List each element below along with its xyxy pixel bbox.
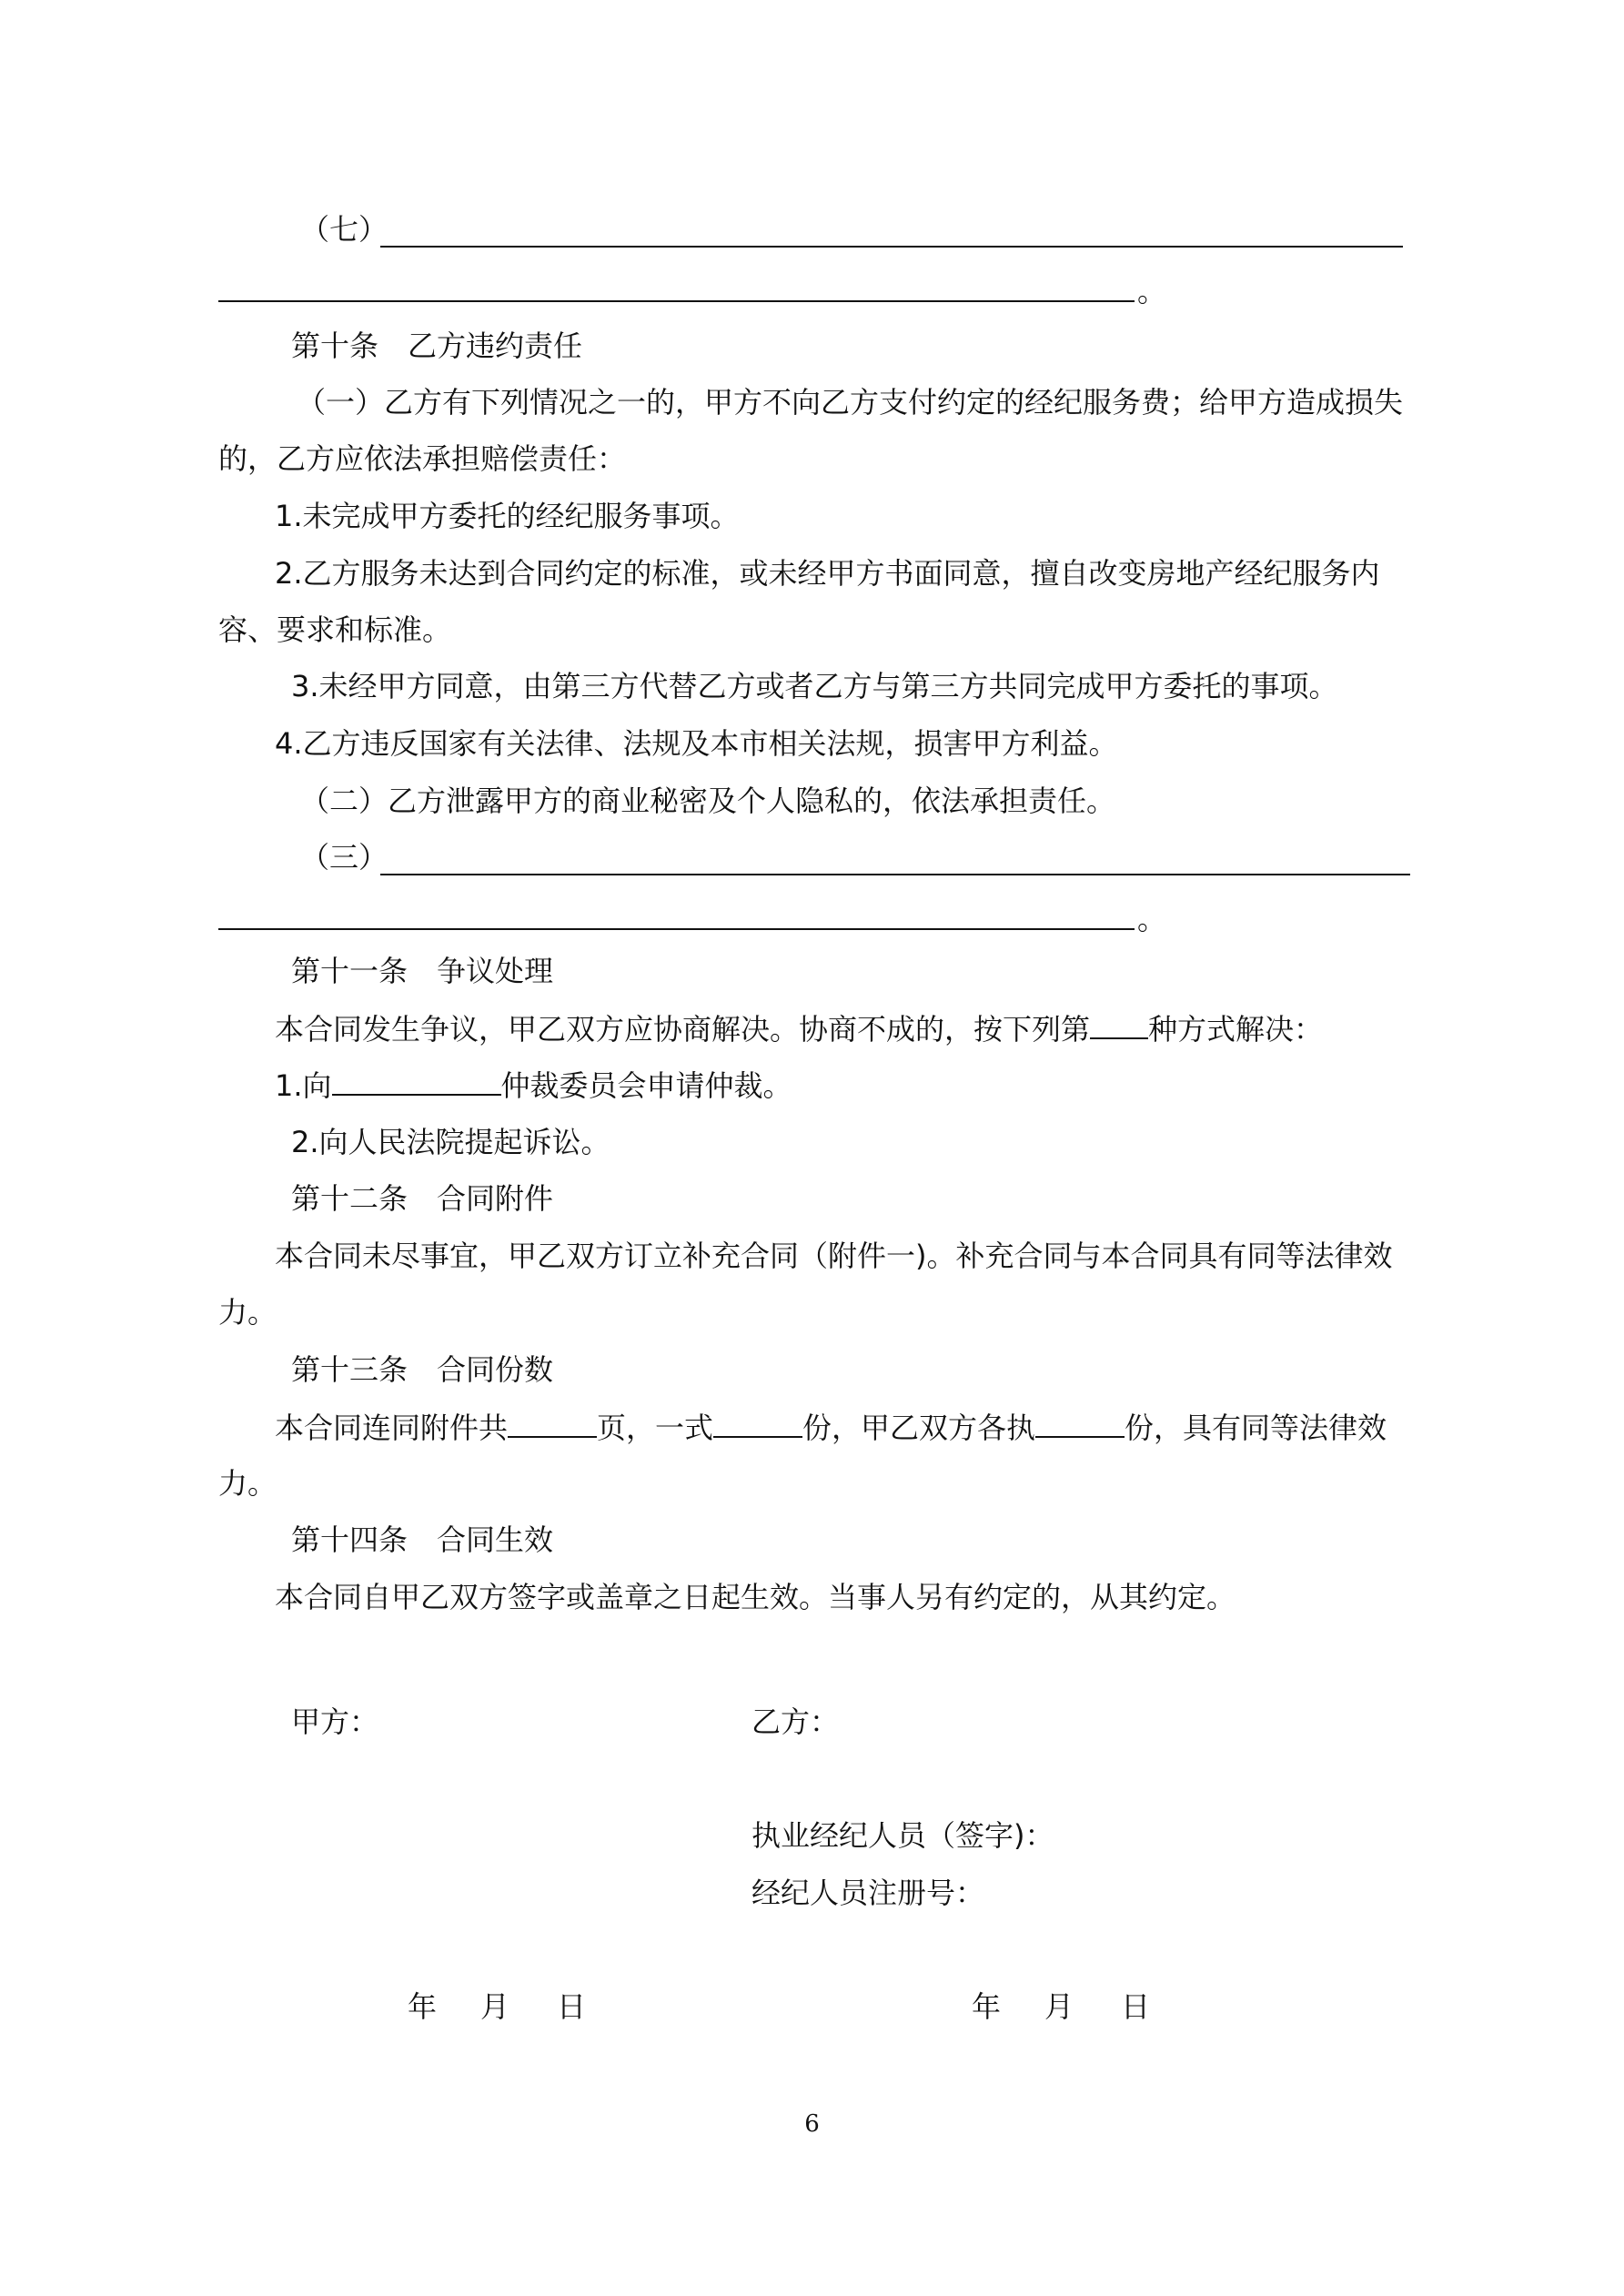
article-10-p3-end: 。: [1137, 902, 1167, 936]
agent-signature-label: 执业经纪人员（签字)：: [751, 1818, 1054, 1853]
page-number: 6: [804, 2110, 820, 2138]
article-13-t2: 页，一式: [597, 1411, 714, 1445]
article-13-heading: 第十三条 合同份数: [291, 1352, 554, 1387]
each-party-copies-blank: [1035, 1409, 1125, 1438]
party-b-day: 日: [1121, 1989, 1151, 2024]
article-10-p1-line2: 的，乙方应依法承担赔偿责任：: [218, 441, 627, 476]
pages-blank: [508, 1409, 597, 1438]
article-14-heading: 第十四条 合同生效: [291, 1522, 554, 1557]
party-b-label: 乙方：: [751, 1704, 840, 1739]
item-7-label: （七）: [300, 212, 388, 247]
article-11-option-1: [275, 1067, 792, 1104]
article-11-option-2: 2.向人民法院提起诉讼。: [291, 1125, 610, 1159]
article-10-item-2-line1: 2.乙方服务未达到合同约定的标准，或未经甲方书面同意，擅自改变房地产经纪服务内: [275, 556, 1380, 591]
party-a-label: 甲方：: [291, 1704, 379, 1739]
article-12-line2: 力。: [218, 1295, 277, 1330]
article-10-item-3: 3.未经甲方同意，由第三方代替乙方或者乙方与第三方共同完成甲方委托的事项。: [291, 669, 1338, 703]
article-11-text-a: 本合同发生争议，甲乙双方应协商解决。协商不成的，按下列第: [275, 1012, 1091, 1047]
article-11-text: [275, 1010, 1323, 1047]
item-7-blank-line: [380, 246, 1403, 248]
article-10-p3-label: （三）: [300, 840, 388, 875]
article-11-option-1-a: 1.向: [275, 1068, 332, 1103]
article-13-t3: 份，甲乙双方各执: [802, 1411, 1036, 1445]
article-10-p3-blank-line: [380, 874, 1410, 875]
article-12-line1: 本合同未尽事宜，甲乙双方订立补充合同（附件一)。补充合同与本合同具有同等法律效: [275, 1239, 1393, 1273]
agent-registration-label: 经纪人员注册号：: [751, 1876, 985, 1910]
article-13-t4: 份，具有同等法律效: [1125, 1411, 1387, 1445]
article-10-p2: （二）乙方泄露甲方的商业秘密及个人隐私的，依法承担责任。: [300, 784, 1116, 818]
copies-blank: [713, 1409, 802, 1438]
article-10-heading: 第十条 乙方违约责任: [291, 329, 583, 363]
item-7-blank-line-2: [218, 300, 1135, 302]
article-14-text: 本合同自甲乙双方签字或盖章之日起生效。当事人另有约定的，从其约定。: [275, 1580, 1236, 1614]
article-11-option-1-b: 仲裁委员会申请仲裁。: [500, 1068, 792, 1103]
party-a-day: 日: [557, 1989, 587, 2024]
item-7-end: 。: [1137, 274, 1167, 308]
article-10-p3-blank-line-2: [218, 928, 1135, 930]
party-b-month: 月: [1044, 1989, 1074, 2024]
article-11-heading: 第十一条 争议处理: [291, 954, 554, 988]
article-13-line1: [275, 1409, 1387, 1446]
article-11-text-b: 种方式解决：: [1148, 1012, 1324, 1047]
article-10-item-2-line2: 容、要求和标准。: [218, 612, 452, 647]
method-number-blank: [1090, 1010, 1148, 1039]
article-12-heading: 第十二条 合同附件: [291, 1181, 554, 1216]
article-13-t1: 本合同连同附件共: [275, 1411, 509, 1445]
arbitration-committee-blank: [332, 1067, 501, 1096]
article-13-line2: 力。: [218, 1466, 277, 1501]
article-10-p1-line1: （一）乙方有下列情况之一的，甲方不向乙方支付约定的经纪服务费；给甲方造成损失: [297, 385, 1404, 420]
article-10-item-4: 4.乙方违反国家有关法律、法规及本市相关法规，损害甲方利益。: [275, 726, 1118, 761]
party-a-year: 年: [408, 1989, 438, 2024]
party-b-year: 年: [972, 1989, 1002, 2024]
article-10-item-1: 1.未完成甲方委托的经纪服务事项。: [275, 499, 740, 533]
party-a-month: 月: [480, 1989, 510, 2024]
